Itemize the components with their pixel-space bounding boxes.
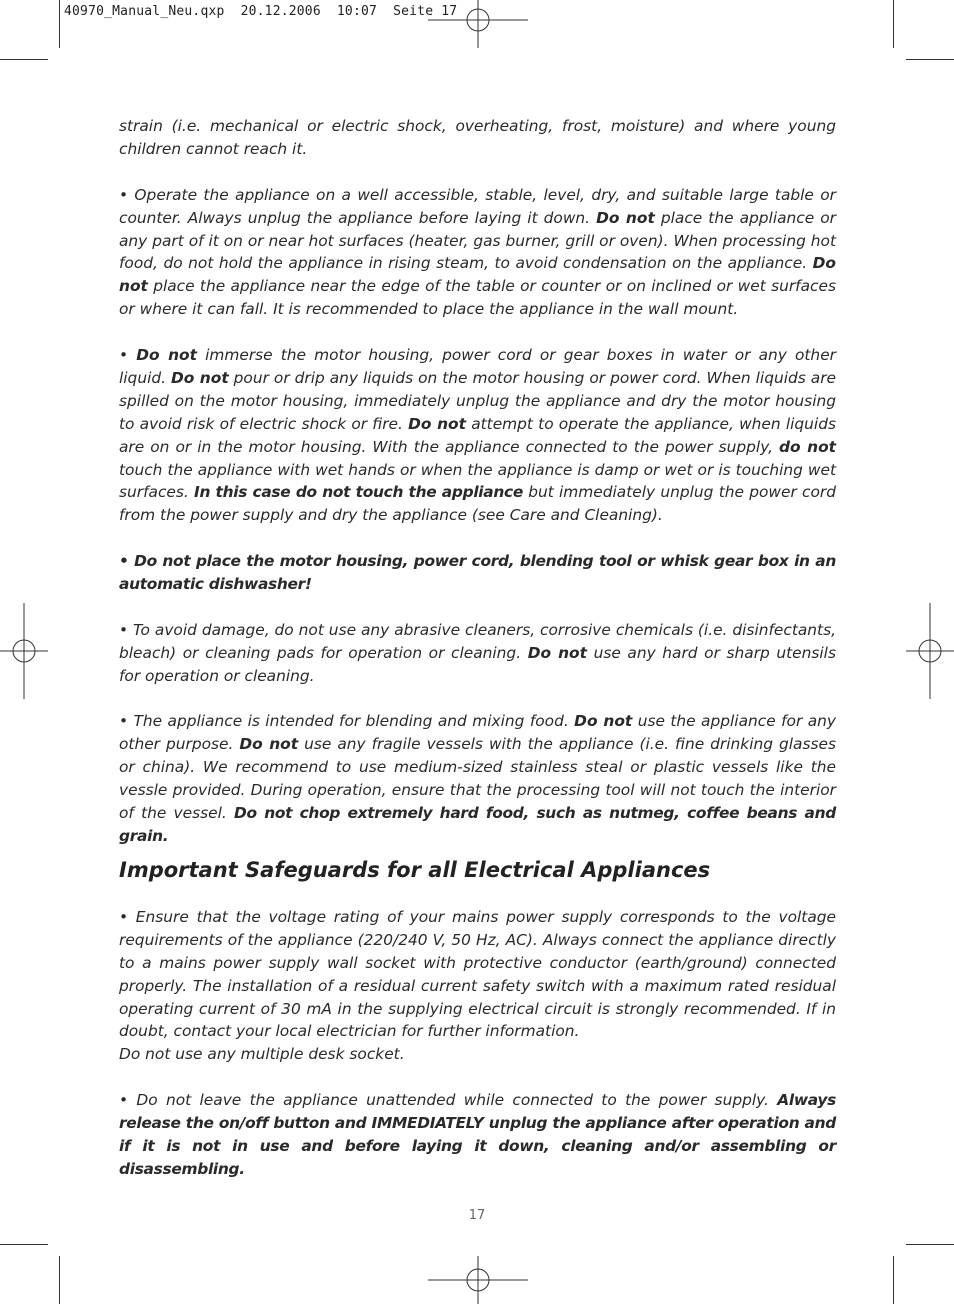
crop-mark-top-left-h (0, 59, 48, 60)
registration-mark-left-icon (0, 603, 48, 699)
paragraph-voltage: • Ensure that the voltage rating of your mains power supply corresponds to the voltage requirements of the appliance (220/240 V, 50 Hz, AC). Always connect the appliance directly to a mains power supply wall socket with protective conductor (earth/ground) connected properly. The installation of a residual current safety switch with a maximum rated residual operating current of 30 mA in the supplying electrical circuit is strongly recommended. If in doubt, contact your local electrician for further information. Do not use any multiple desk socket. (119, 907, 836, 1064)
paragraph-liquids: • Do not immerse the motor housing, power cord or gear boxes in water or any other liquid. Do not pour or drip any liquids on the motor housing or power cord. When liquids are spilled on the motor housing, immediately unplug the appliance and dry the motor housing to avoid risk of electric shock or fire. Do not attempt to operate the appliance, when liquids are on or in the motor housing. With the appliance connected to the power supply, do not touch the appliance with wet hands or when the appliance is damp or wet or is touching wet surfaces. In this case do not touch the appliance but immediately unplug the power cord from the power supply and dry the appliance (see Care and Cleaning). (119, 346, 837, 525)
registration-mark-top-icon (428, 0, 528, 48)
paragraph-strain: strain (i.e. mechanical or electric shock, overheating, frost, moisture) and where young children cannot reach it. (119, 117, 836, 158)
print-slug: 40970_Manual_Neu.qxp 20.12.2006 10:07 Seite 17 (64, 4, 458, 19)
crop-mark-bottom-right-v (893, 1256, 894, 1304)
section-heading: Important Safeguards for all Electrical Appliances (119, 857, 711, 882)
paragraph-dishwasher: • Do not place the motor housing, power cord, blending tool or whisk gear box in an automatic dishwasher! (119, 552, 836, 594)
crop-mark-bottom-left-h (0, 1244, 48, 1245)
paragraph-unattended: • Do not leave the appliance unattended while connected to the power supply. Always release the on/off button and IMMEDIATELY unplug the appliance after operation and if it is not in use and before laying it down, cleaning and/or assembling or disassembling. (119, 1091, 836, 1178)
crop-mark-top-right-h (906, 59, 954, 60)
paragraph-cleaners: • To avoid damage, do not use any abrasive cleaners, corrosive chemicals (i.e. disinfectants, bleach) or cleaning pads for operation or cleaning. Do not use any hard or sharp utensils for operation or cleaning. (119, 620, 836, 685)
paragraph-intended-use: • The appliance is intended for blending and mixing food. Do not use the appliance for any other purpose. Do not use any fragile vessels with the appliance (i.e. fine drinking glasses or china). We recommend to use medium-sized stainless steal or plastic vessels like the vessle provided. During operation, ensure that the processing tool will not touch the interior of the vessel. Do not chop extremely hard food, such as nutmeg, coffee beans and grain. (119, 712, 836, 846)
crop-mark-top-left-v (59, 0, 60, 48)
page-body (119, 115, 836, 1181)
paragraph-placement: • Operate the appliance on a well accessible, stable, level, dry, and suitable large table or counter. Always unplug the appliance before laying it down. Do not place the appliance or any part of it on or near hot surfaces (heater, gas burner, grill or oven). When processing hot food, do not hold the appliance in rising steam, to avoid condensation on the appliance. Do not place the appliance near the edge of the table or counter or on inclined or wet surfaces or where it can fall. It is recommended to place the appliance in the wall mount. (119, 185, 836, 319)
page-number: 17 (468, 1208, 486, 1223)
registration-mark-bottom-icon (428, 1256, 528, 1304)
crop-mark-bottom-left-v (59, 1256, 60, 1304)
crop-mark-top-right-v (893, 0, 894, 48)
crop-mark-bottom-right-h (906, 1244, 954, 1245)
registration-mark-right-icon (906, 603, 954, 699)
